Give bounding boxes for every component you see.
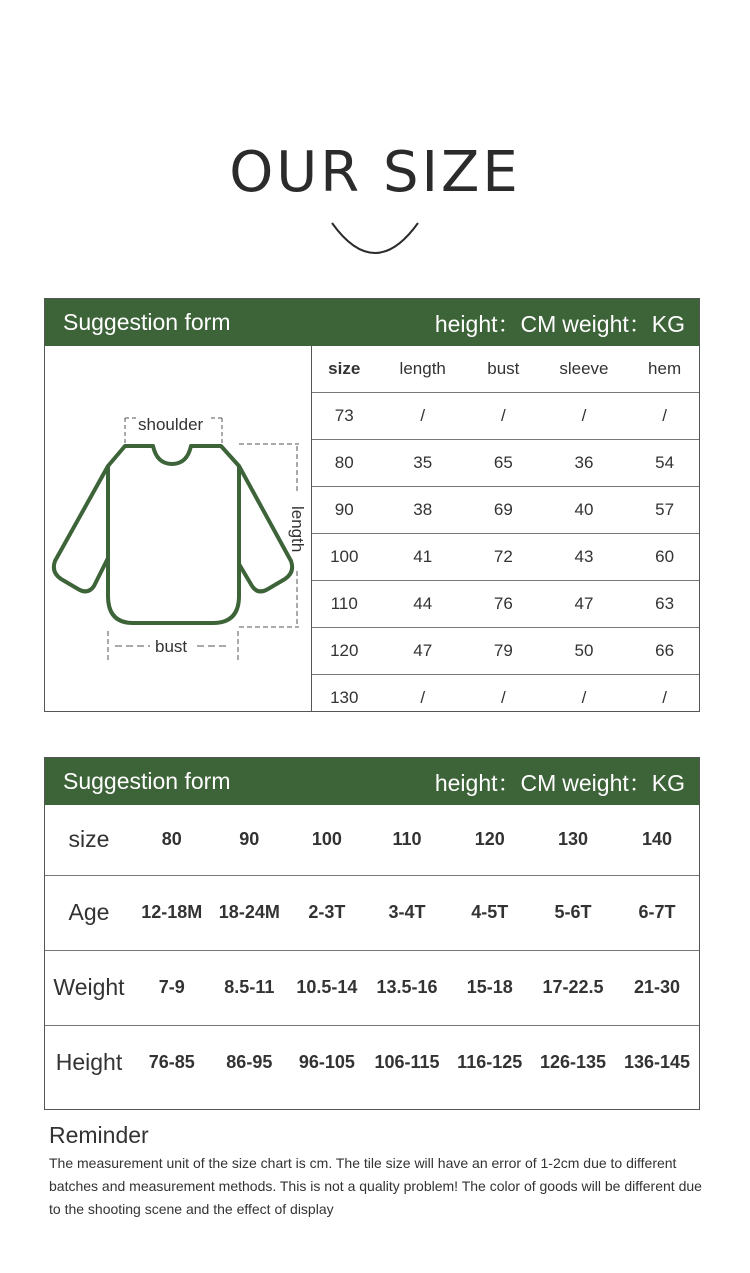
panel-header (45, 758, 699, 805)
table-cell: / (469, 393, 538, 440)
table-row (312, 628, 699, 675)
table-cell: 50 (538, 628, 630, 675)
panel-header-title: Suggestion form (63, 309, 231, 335)
table-cell: 76-85 (148, 1052, 195, 1073)
table-cell: 13.5-16 (366, 950, 449, 1025)
column-header: sleeve (538, 346, 630, 393)
table-cell: 80 (312, 440, 377, 487)
table-cell: 100 (312, 534, 377, 581)
page-title: OUR SIZE (229, 140, 521, 205)
table-cell: 140 (615, 805, 699, 875)
length-label: length (288, 506, 307, 553)
table-cell: 126-135 (540, 1052, 607, 1073)
table-cell: 100 (288, 805, 366, 875)
table-cell: 66 (630, 628, 699, 675)
table-cell: 4-5T (448, 875, 531, 950)
table-cell: 65 (469, 440, 538, 487)
table-cell: 6-7T (615, 875, 699, 950)
table-cell: 18-24M (211, 875, 289, 950)
table-cell: 79 (469, 628, 538, 675)
table-row (312, 440, 699, 487)
panel-header-title: Suggestion form (63, 768, 231, 794)
table-header-row (312, 346, 699, 393)
table-cell: 72 (469, 534, 538, 581)
table-cell: 76 (469, 581, 538, 628)
table-cell: 90 (211, 805, 289, 875)
table-cell: / (377, 393, 469, 440)
age-size-table (45, 805, 699, 1100)
reminder-text: The measurement unit of the size chart is cm. The tile size will have an error of 1-2cm due to different batches and measurement methods. This is not a quality problem! The color of goods will be different due to the shooting scene and the effect of display (49, 1155, 702, 1217)
height-unit: height：CM (434, 311, 557, 337)
table-cell: 36 (538, 440, 630, 487)
table-cell: 86-95 (226, 1052, 273, 1073)
table-cell: 41 (377, 534, 469, 581)
row-label: size (45, 805, 133, 875)
table-cell: 7-9 (133, 950, 211, 1025)
table-row (45, 950, 699, 1025)
column-header: length (377, 346, 469, 393)
table-row (45, 805, 699, 875)
row-label: Weight (45, 950, 133, 1025)
table-cell: 38 (377, 487, 469, 534)
table-cell: 3-4T (366, 875, 449, 950)
table-cell: 130 (330, 688, 359, 707)
smile-decoration-icon (329, 218, 421, 258)
table-cell: 120 (312, 628, 377, 675)
height-unit: height：CM (434, 770, 557, 796)
table-cell: 5-6T (531, 875, 615, 950)
table-cell: 12-18M (133, 875, 211, 950)
table-cell: 80 (133, 805, 211, 875)
table-cell: 73 (312, 393, 377, 440)
table-cell: / (630, 393, 699, 440)
table-cell: 106-115 (374, 1052, 440, 1073)
table-cell: 15-18 (448, 950, 531, 1025)
table-cell: 2-3T (288, 875, 366, 950)
table-cell: 8.5-11 (211, 950, 289, 1025)
table-row (45, 875, 699, 950)
panel-header-units (435, 765, 685, 798)
panel-header-units (435, 306, 685, 339)
age-size-panel (44, 757, 700, 1110)
table-row (312, 487, 699, 534)
shoulder-label: shoulder (138, 415, 204, 434)
table-cell: 17-22.5 (531, 950, 615, 1025)
table-cell: / (420, 688, 426, 707)
reminder-title: Reminder (49, 1122, 149, 1148)
table-cell: 40 (538, 487, 630, 534)
row-label: Height (55, 1049, 123, 1076)
size-measurement-table (312, 346, 699, 721)
table-cell: 47 (377, 628, 469, 675)
table-cell: 21-30 (615, 950, 699, 1025)
table-cell: 69 (469, 487, 538, 534)
table-cell: 116-125 (457, 1052, 523, 1073)
table-cell: / (581, 688, 587, 707)
column-header: size (312, 346, 377, 393)
table-cell: 47 (538, 581, 630, 628)
table-cell: 10.5-14 (288, 950, 366, 1025)
table-row (312, 393, 699, 440)
row-label: Age (45, 875, 133, 950)
table-row (312, 675, 699, 722)
weight-unit: weight：KG (562, 311, 685, 337)
table-row (312, 534, 699, 581)
bust-label: bust (155, 637, 188, 656)
panel-header (45, 299, 699, 346)
table-row (312, 581, 699, 628)
table-cell: 110 (366, 805, 449, 875)
table-cell: / (500, 688, 506, 707)
table-cell: 110 (312, 581, 377, 628)
weight-unit: weight：KG (562, 770, 685, 796)
sweater-outline-icon (45, 346, 311, 712)
table-cell: 136-145 (623, 1052, 691, 1073)
table-cell: 90 (312, 487, 377, 534)
table-cell: 54 (630, 440, 699, 487)
table-cell: 60 (630, 534, 699, 581)
table-cell: 43 (538, 534, 630, 581)
garment-diagram (45, 346, 312, 712)
size-measurement-panel (44, 298, 700, 712)
table-cell: / (662, 688, 667, 707)
table-cell: 63 (630, 581, 699, 628)
table-cell: 57 (630, 487, 699, 534)
column-header: hem (630, 346, 699, 393)
table-cell: 96-105 (298, 1052, 355, 1073)
table-cell: / (538, 393, 630, 440)
table-cell: 35 (377, 440, 469, 487)
table-cell: 120 (448, 805, 531, 875)
table-cell: 44 (377, 581, 469, 628)
column-header: bust (469, 346, 538, 393)
table-cell: 130 (531, 805, 615, 875)
table-row (45, 1025, 699, 1100)
